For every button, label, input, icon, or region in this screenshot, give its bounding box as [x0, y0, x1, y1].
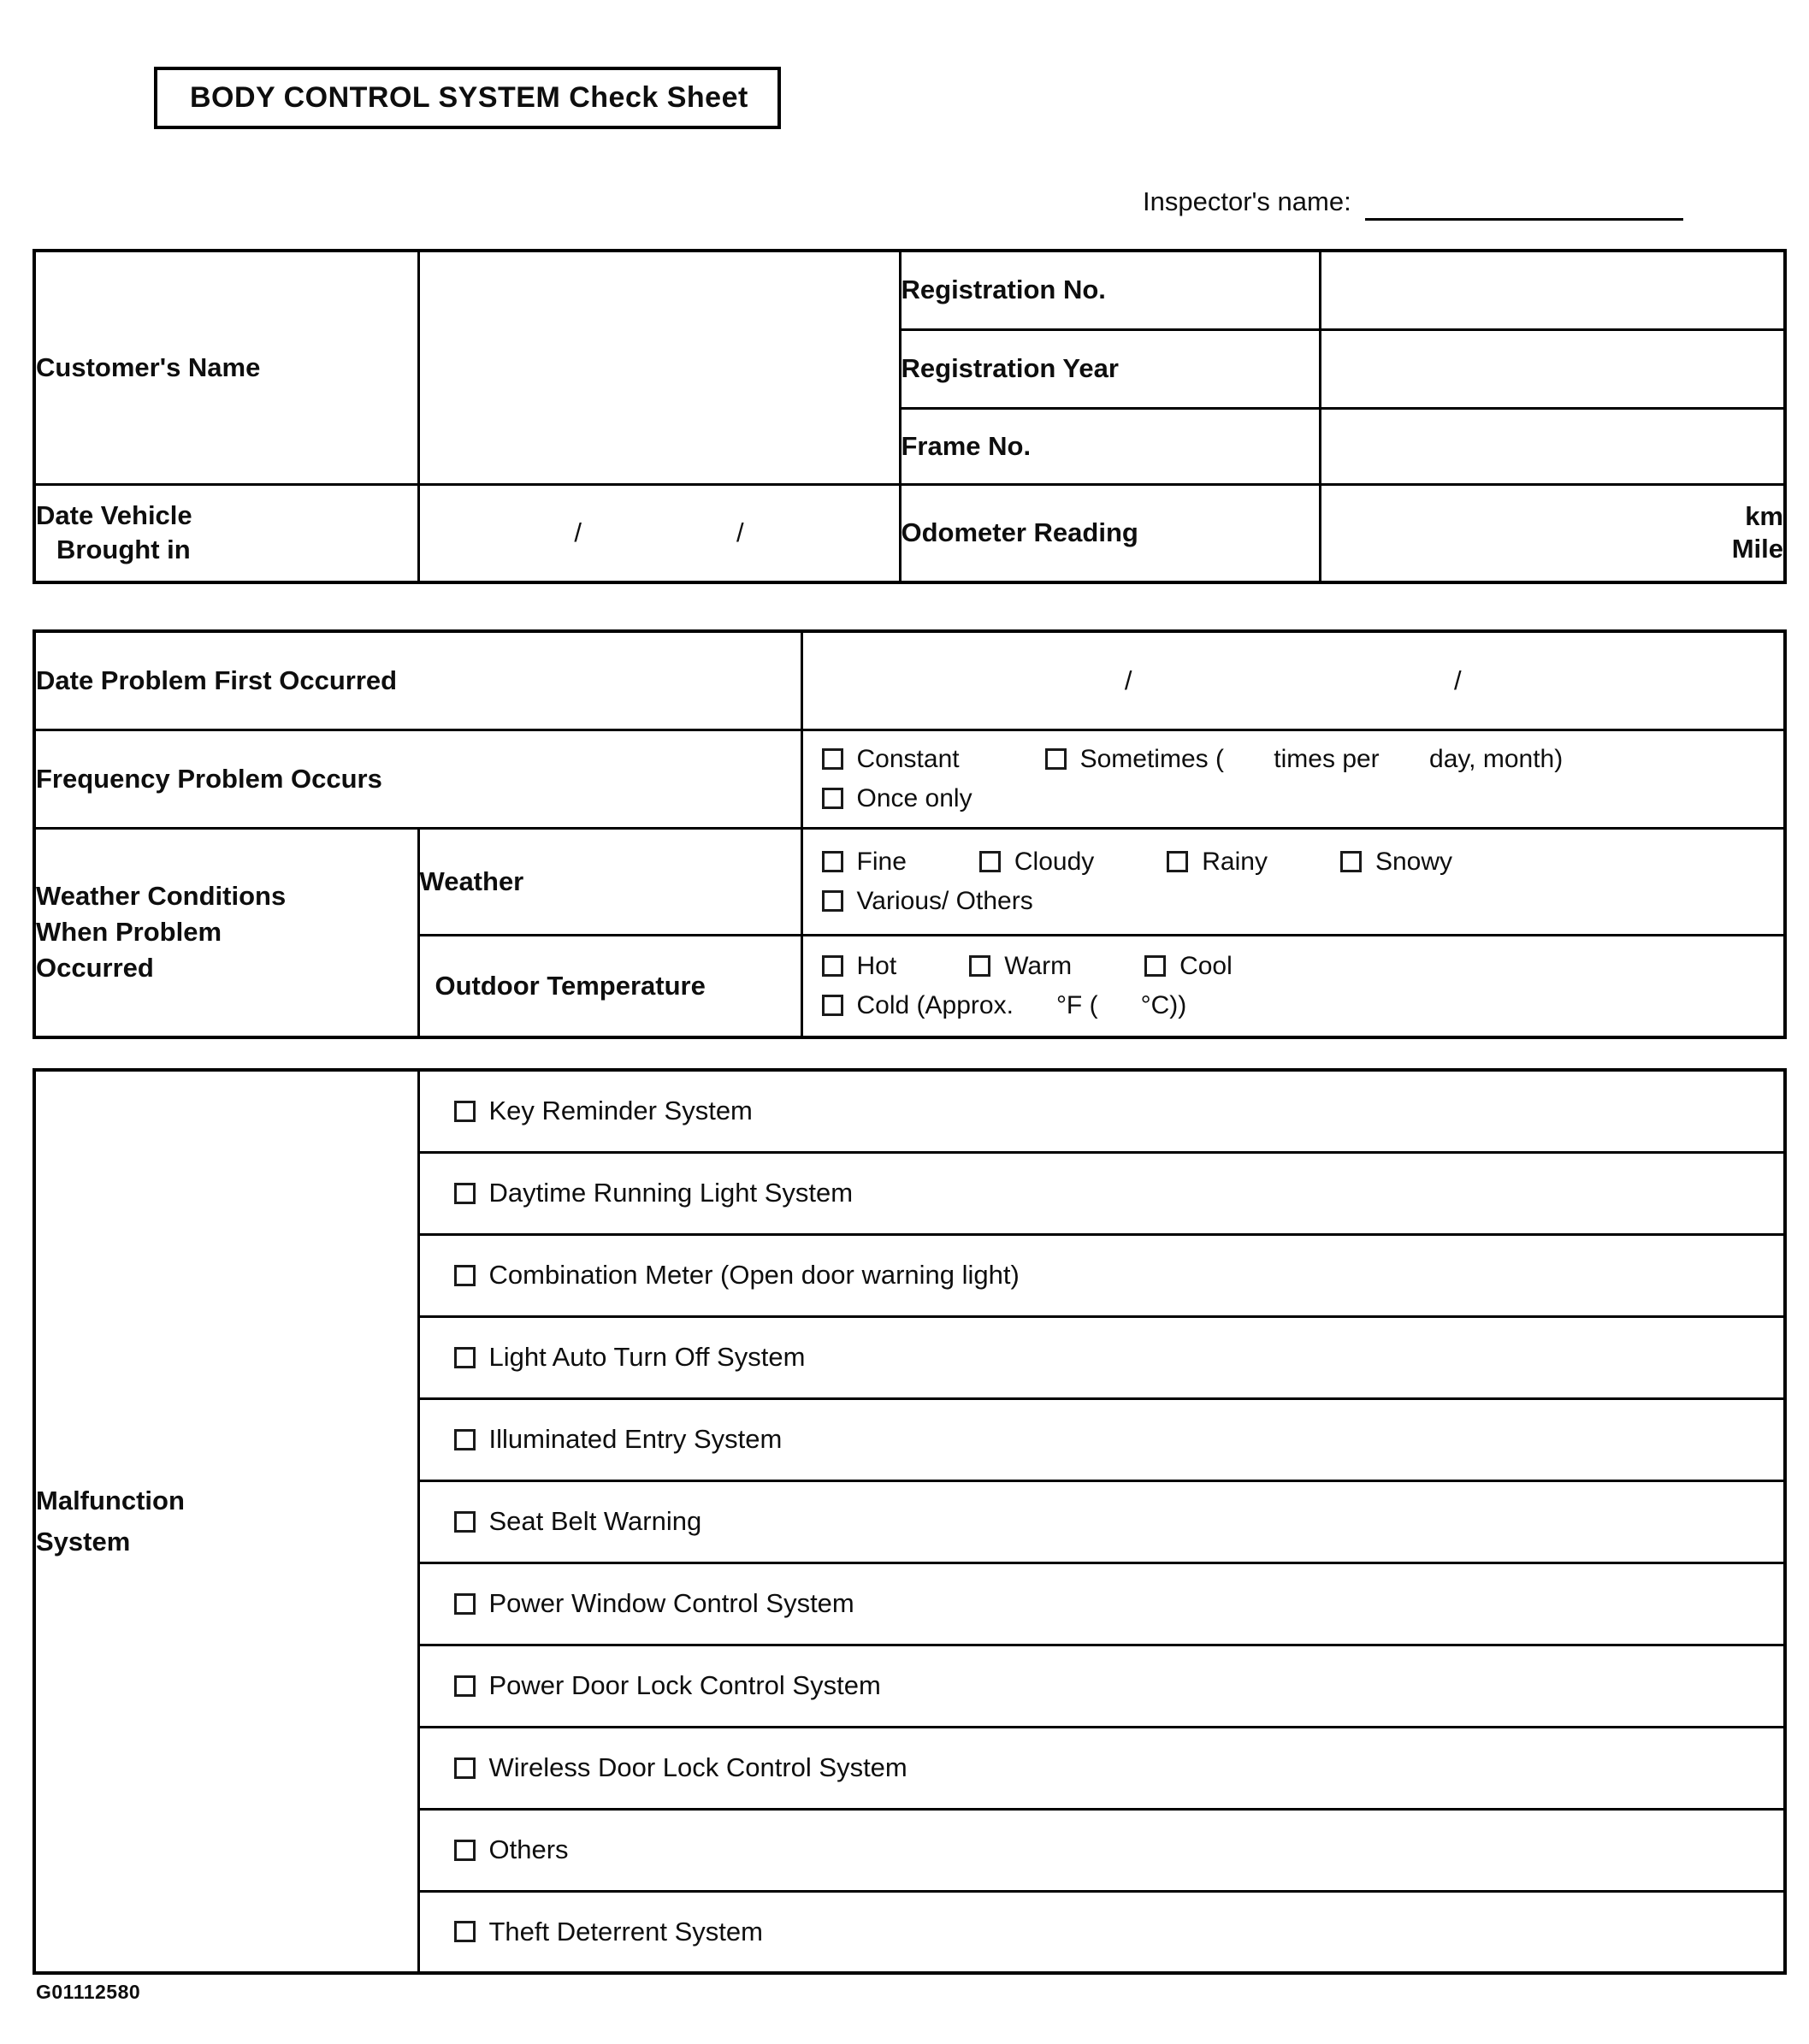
- malfunction-item: [420, 1178, 1784, 1208]
- checkbox[interactable]: [454, 1347, 476, 1368]
- malfunction-item-label: Power Door Lock Control System: [488, 1670, 881, 1700]
- registration-year-label: Registration Year: [900, 329, 1320, 408]
- malfunction-row: [418, 1398, 1785, 1480]
- malfunction-row: [418, 1316, 1785, 1398]
- odometer-reading-input[interactable]: [1320, 484, 1785, 582]
- date-problem-input[interactable]: [801, 631, 1785, 730]
- checkbox-option-warm: [969, 952, 1072, 981]
- frequency-options-row2: [803, 779, 1784, 818]
- malfunction-item: [420, 1917, 1784, 1947]
- option-label: Snowy: [1374, 847, 1453, 876]
- odometer-unit-km: km: [1745, 500, 1783, 531]
- malfunction-item: [420, 1342, 1784, 1373]
- malfunction-item: [420, 1834, 1784, 1865]
- checkbox[interactable]: [1045, 748, 1067, 770]
- malfunction-row: [418, 1645, 1785, 1727]
- malfunction-item-label: Daytime Running Light System: [488, 1178, 854, 1208]
- page-title: BODY CONTROL SYSTEM Check Sheet: [154, 67, 781, 129]
- malfunction-row: [418, 1891, 1785, 1973]
- malfunction-row: [418, 1727, 1785, 1809]
- date-problem-first-occurred-label: Date Problem First Occurred: [34, 631, 801, 730]
- frame-no-input[interactable]: [1320, 408, 1785, 484]
- option-label: Constant: [856, 744, 960, 773]
- option-label: Hot: [856, 951, 897, 980]
- weather-conditions-label: [34, 828, 418, 1037]
- checkbox-option-cold: [822, 991, 1187, 1020]
- malfunction-item: [420, 1424, 1784, 1455]
- weather-label: Weather: [418, 828, 801, 935]
- option-label: Cold (Approx. °F ( °C)): [856, 990, 1187, 1019]
- temperature-options-row2: [803, 986, 1784, 1025]
- checkbox-option-cloudy: [979, 848, 1094, 877]
- checkbox[interactable]: [822, 955, 843, 977]
- checkbox[interactable]: [969, 955, 990, 977]
- checkbox[interactable]: [822, 851, 843, 872]
- malfunction-item-label: Illuminated Entry System: [488, 1424, 783, 1454]
- option-label: Once only: [856, 783, 972, 812]
- date-slash: /: [736, 517, 744, 548]
- checkbox[interactable]: [822, 890, 843, 912]
- date-brought-in-input[interactable]: [418, 484, 900, 582]
- customer-name-label: Customer's Name: [34, 251, 418, 484]
- date-vehicle-label-line2: Brought in: [56, 535, 191, 565]
- malfunction-row: [418, 1809, 1785, 1891]
- option-label: Fine: [856, 847, 907, 876]
- malfunction-item-label: Seat Belt Warning: [488, 1506, 702, 1536]
- option-label: Cloudy: [1014, 847, 1095, 876]
- option-label: Various/ Others: [856, 886, 1033, 915]
- registration-no-input[interactable]: [1320, 251, 1785, 329]
- checkbox-option-various-others: [822, 887, 1033, 916]
- malfunction-item-label: Wireless Door Lock Control System: [488, 1752, 907, 1782]
- malfunction-item-label: Key Reminder System: [488, 1096, 753, 1126]
- frequency-problem-occurs-label: Frequency Problem Occurs: [34, 730, 801, 828]
- weather-conditions-line1: Weather Conditions: [36, 881, 287, 912]
- checkbox-option-rainy: [1167, 848, 1268, 877]
- malfunction-item: [420, 1260, 1784, 1291]
- date-vehicle-label-line1: Date Vehicle: [36, 499, 192, 530]
- checkbox[interactable]: [454, 1675, 476, 1697]
- option-label: Rainy: [1202, 847, 1268, 876]
- checkbox[interactable]: [822, 995, 843, 1016]
- checkbox[interactable]: [454, 1921, 476, 1942]
- date-slash: /: [1124, 665, 1132, 695]
- option-label: Warm: [1004, 951, 1073, 980]
- malfunction-item-label: Light Auto Turn Off System: [488, 1342, 806, 1372]
- malfunction-item: [420, 1752, 1784, 1783]
- date-vehicle-brought-in-label: [34, 484, 418, 582]
- checkbox[interactable]: [1167, 851, 1188, 872]
- checkbox-option-fine: [822, 848, 907, 877]
- malfunction-row: [418, 1480, 1785, 1563]
- checkbox[interactable]: [454, 1101, 476, 1122]
- temperature-options: [801, 935, 1785, 1037]
- checkbox[interactable]: [454, 1757, 476, 1779]
- outdoor-temperature-label: Outdoor Temperature: [418, 935, 801, 1037]
- checkbox[interactable]: [454, 1183, 476, 1204]
- malfunction-item: [420, 1670, 1784, 1701]
- date-slash: /: [1453, 665, 1462, 695]
- malfunction-label-line2: System: [36, 1527, 131, 1557]
- checkbox[interactable]: [822, 748, 843, 770]
- figure-code: G01112580: [36, 1981, 141, 2003]
- malfunction-row: [418, 1563, 1785, 1645]
- malfunction-item: [420, 1096, 1784, 1126]
- registration-year-input[interactable]: [1320, 329, 1785, 408]
- malfunction-label-line1: Malfunction: [36, 1485, 185, 1515]
- checkbox[interactable]: [1340, 851, 1362, 872]
- malfunction-system-label: [34, 1070, 418, 1973]
- malfunction-item-label: Power Window Control System: [488, 1588, 854, 1618]
- inspector-name-input[interactable]: [1365, 186, 1683, 221]
- checkbox-option-once-only: [822, 784, 972, 813]
- checkbox-option-constant: [822, 745, 960, 774]
- weather-options-row1: [803, 842, 1784, 882]
- malfunction-item: [420, 1588, 1784, 1619]
- malfunction-row: [418, 1234, 1785, 1316]
- frame-no-label: Frame No.: [900, 408, 1320, 484]
- checkbox[interactable]: [454, 1511, 476, 1533]
- checkbox[interactable]: [454, 1429, 476, 1450]
- vehicle-info-table: [33, 249, 1787, 584]
- odometer-reading-label: Odometer Reading: [900, 484, 1320, 582]
- checkbox[interactable]: [454, 1265, 476, 1286]
- checkbox[interactable]: [979, 851, 1001, 872]
- odometer-unit-mile: Mile: [1731, 534, 1783, 564]
- malfunction-item-label: Combination Meter (Open door warning light): [488, 1260, 1020, 1290]
- malfunction-system-table: [33, 1068, 1787, 1975]
- date-slash: /: [574, 517, 582, 548]
- weather-conditions-line3: Occurred: [36, 953, 154, 984]
- malfunction-row: [418, 1152, 1785, 1234]
- checkbox[interactable]: [822, 788, 843, 809]
- weather-options-row2: [803, 882, 1784, 921]
- checkbox-option-snowy: [1340, 848, 1452, 877]
- option-label: Cool: [1179, 951, 1233, 980]
- checkbox-option-cool: [1144, 952, 1233, 981]
- malfunction-item-label: Others: [488, 1834, 569, 1864]
- checkbox[interactable]: [454, 1593, 476, 1615]
- registration-no-label: Registration No.: [900, 251, 1320, 329]
- weather-conditions-line2: When Problem: [36, 917, 222, 948]
- malfunction-item-label: Theft Deterrent System: [488, 1916, 763, 1947]
- checkbox-option-sometimes: [1045, 745, 1564, 774]
- checkbox[interactable]: [454, 1840, 476, 1861]
- inspector-name-label: Inspector's name:: [1143, 186, 1351, 216]
- checkbox[interactable]: [1144, 955, 1166, 977]
- checkbox-option-hot: [822, 952, 897, 981]
- frequency-options-row1: [803, 740, 1784, 779]
- frequency-options: [801, 730, 1785, 828]
- date-problem-slashes: [803, 665, 1784, 696]
- option-label: Sometimes ( times per day, month): [1079, 744, 1564, 773]
- date-brought-in-slashes: [420, 517, 899, 548]
- inspector-name-row: [1143, 186, 1683, 221]
- customer-name-input[interactable]: [418, 251, 900, 484]
- malfunction-row: [418, 1070, 1785, 1152]
- problem-conditions-table: [33, 629, 1787, 1039]
- malfunction-item: [420, 1506, 1784, 1537]
- temperature-options-row1: [803, 947, 1784, 986]
- weather-options: [801, 828, 1785, 935]
